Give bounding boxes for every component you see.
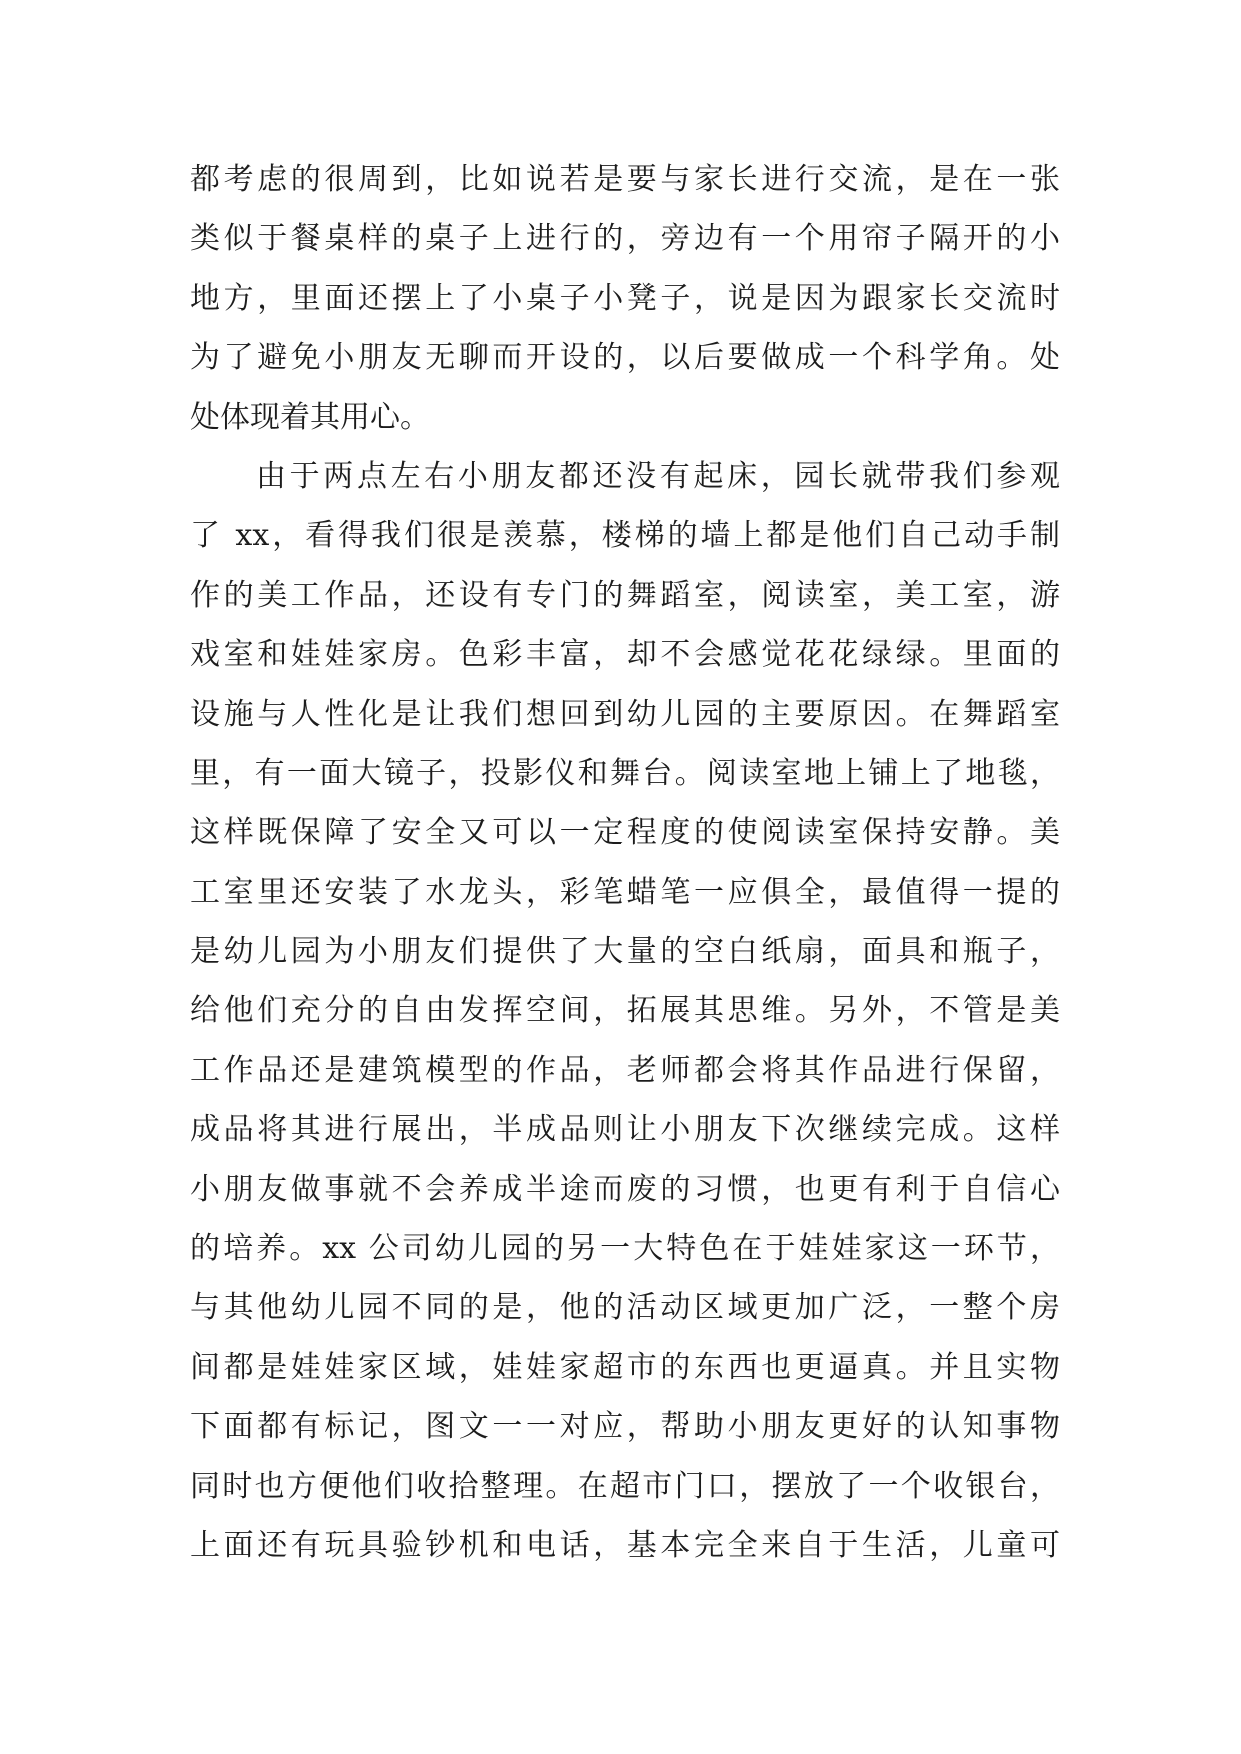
text-line-19: 的培养。xx 公司幼儿园的另一大特色在于娃娃家这一环节， [190, 1231, 1060, 1267]
text-line-16: 工作品还是建筑模型的作品，老师都会将其作品进行保留， [190, 1052, 1060, 1088]
text-line-17: 成品将其进行展出，半成品则让小朋友下次继续完成。这样 [190, 1112, 1060, 1148]
text-line-13: 工室里还安装了水龙头，彩笔蜡笔一应俱全，最值得一提的 [190, 874, 1060, 910]
text-line-24: 上面还有玩具验钞机和电话，基本完全来自于生活，儿童可 [190, 1527, 1060, 1563]
text-line-8: 作的美工作品，还设有专门的舞蹈室，阅读室，美工室，游 [190, 577, 1060, 613]
text-line-15: 给他们充分的自由发挥空间，拓展其思维。另外，不管是美 [190, 993, 1060, 1029]
text-line-18: 小朋友做事就不会养成半途而废的习惯，也更有利于自信心 [190, 1171, 1060, 1207]
text-line-21: 间都是娃娃家区域，娃娃家超市的东西也更逼真。并且实物 [190, 1349, 1060, 1385]
text-line-22: 下面都有标记，图文一一对应，帮助小朋友更好的认知事物 [190, 1409, 1060, 1445]
body-text [190, 150, 1060, 1575]
text-line-7: 了 xx，看得我们很是羡慕，楼梯的墙上都是他们自己动手制 [190, 518, 1060, 554]
text-line-9: 戏室和娃娃家房。色彩丰富，却不会感觉花花绿绿。里面的 [190, 637, 1060, 673]
text-line-11: 里，有一面大镜子，投影仪和舞台。阅读室地上铺上了地毯， [190, 755, 1060, 791]
text-line-23: 同时也方便他们收拾整理。在超市门口，摆放了一个收银台， [190, 1468, 1060, 1504]
text-line-3: 地方，里面还摆上了小桌子小凳子，说是因为跟家长交流时 [190, 280, 1060, 316]
paragraph-start-line: 由于两点左右小朋友都还没有起床，园长就带我们参观 [256, 458, 1060, 494]
text-line-5: 处体现着其用心。 [190, 399, 430, 435]
text-line-4: 为了避免小朋友无聊而开设的，以后要做成一个科学角。处 [190, 340, 1060, 376]
text-line-14: 是幼儿园为小朋友们提供了大量的空白纸扇，面具和瓶子， [190, 934, 1060, 970]
text-line-2: 类似于餐桌样的桌子上进行的，旁边有一个用帘子隔开的小 [190, 221, 1060, 257]
text-line-10: 设施与人性化是让我们想回到幼儿园的主要原因。在舞蹈室 [190, 696, 1060, 732]
text-line-20: 与其他幼儿园不同的是，他的活动区域更加广泛，一整个房 [190, 1290, 1060, 1326]
text-line-12: 这样既保障了安全又可以一定程度的使阅读室保持安静。美 [190, 815, 1060, 851]
text-line-1: 都考虑的很周到，比如说若是要与家长进行交流，是在一张 [190, 162, 1060, 197]
